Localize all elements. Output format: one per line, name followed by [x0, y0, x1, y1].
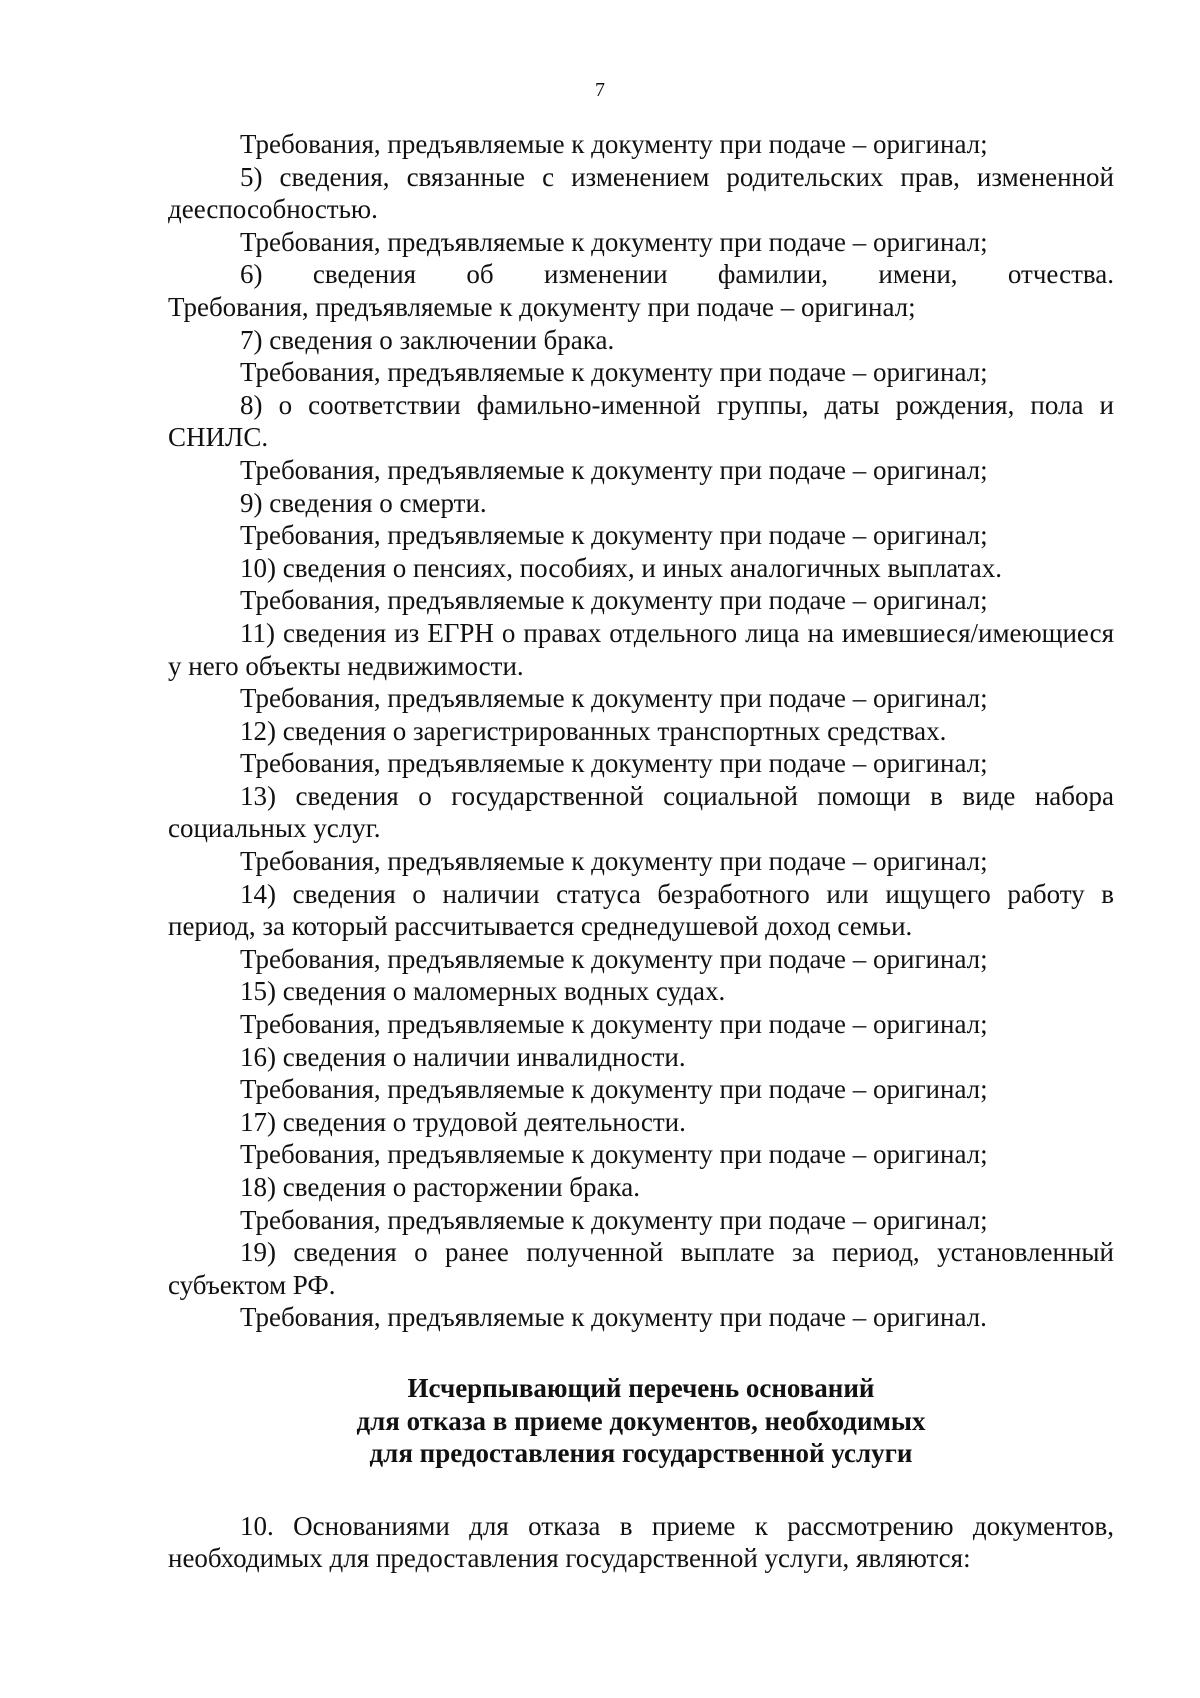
- paragraph-25: 17) сведения о трудовой деятельности.: [240, 1106, 686, 1137]
- paragraph-7: 8) о соответствии фамильно-именной группы, даты рождения, пола и СНИЛС.: [168, 389, 1114, 453]
- section-heading: [168, 1372, 1114, 1470]
- heading-line-3: для предоставления государственной услуги: [369, 1438, 913, 1469]
- paragraph-2: Требования, предъявляемые к документу при подаче – оригинал;: [240, 226, 988, 257]
- closing-paragraph: 10. Основаниями для отказа в приеме к рассмотрению документов, необходимых для предоставления государственной услуги, являются:: [168, 1510, 1114, 1574]
- paragraph-23: 16) сведения о наличии инвалидности.: [240, 1041, 686, 1072]
- paragraph-1: 5) сведения, связанные с изменением родительских прав, измененной дееспособностью.: [168, 161, 1114, 225]
- paragraph-19: 14) сведения о наличии статуса безработного или ищущего работу в период, за который рассчитывается среднедушевой доход семьи.: [168, 878, 1114, 942]
- paragraph-0: Требования, предъявляемые к документу при подаче – оригинал;: [240, 129, 988, 159]
- paragraph-16: Требования, предъявляемые к документу при подаче – оригинал;: [240, 748, 988, 779]
- paragraph-6: Требования, предъявляемые к документу при подаче – оригинал;: [240, 357, 988, 388]
- heading-line-1: Исчерпывающий перечень оснований: [407, 1372, 875, 1403]
- paragraph-9: 9) сведения о смерти.: [240, 487, 487, 518]
- paragraph-30: Требования, предъявляемые к документу при подаче – оригинал.: [240, 1302, 987, 1333]
- paragraph-17: 13) сведения о государственной социальной помощи в виде набора социальных услуг.: [168, 780, 1114, 844]
- paragraph-13: 11) сведения из ЕГРН о правах отдельного лица на имевшиеся/имеющиеся у него объекты недвижимости.: [168, 617, 1114, 681]
- paragraph-28: Требования, предъявляемые к документу при подаче – оригинал;: [240, 1204, 988, 1235]
- paragraph-12: Требования, предъявляемые к документу при подаче – оригинал;: [240, 585, 988, 616]
- document-body: [168, 128, 1114, 1575]
- paragraph-21: 15) сведения о маломерных водных судах.: [240, 976, 726, 1007]
- heading-line-2: для отказа в приеме документов, необходимых: [356, 1405, 926, 1436]
- paragraph-5: 7) сведения о заключении брака.: [240, 324, 615, 355]
- paragraph-29: 19) сведения о ранее полученной выплате за период, установленный субъектом РФ.: [168, 1237, 1114, 1300]
- paragraph-24: Требования, предъявляемые к документу при подаче – оригинал;: [240, 1074, 988, 1105]
- paragraph-11: 10) сведения о пенсиях, пособиях, и иных аналогичных выплатах.: [240, 552, 1002, 583]
- paragraph-20: Требования, предъявляемые к документу при подаче – оригинал;: [240, 943, 988, 974]
- paragraph-4: Требования, предъявляемые к документу при подаче – оригинал;: [168, 291, 916, 322]
- paragraph-22: Требования, предъявляемые к документу при подаче – оригинал;: [240, 1009, 988, 1040]
- paragraph-27: 18) сведения о расторжении брака.: [240, 1172, 640, 1202]
- paragraph-18: Требования, предъявляемые к документу при подаче – оригинал;: [240, 846, 988, 877]
- paragraph-14: Требования, предъявляемые к документу при подаче – оригинал;: [240, 683, 988, 714]
- paragraph-26: Требования, предъявляемые к документу при подаче – оригинал;: [240, 1139, 988, 1170]
- paragraph-3: 6) сведения об изменении фамилии, имени, отчества.: [240, 259, 1114, 290]
- paragraph-10: Требования, предъявляемые к документу при подаче – оригинал;: [240, 520, 988, 551]
- page-number: 7: [595, 79, 605, 101]
- paragraph-8: Требования, предъявляемые к документу при подаче – оригинал;: [240, 454, 988, 485]
- paragraph-15: 12) сведения о зарегистрированных транспортных средствах.: [240, 715, 947, 746]
